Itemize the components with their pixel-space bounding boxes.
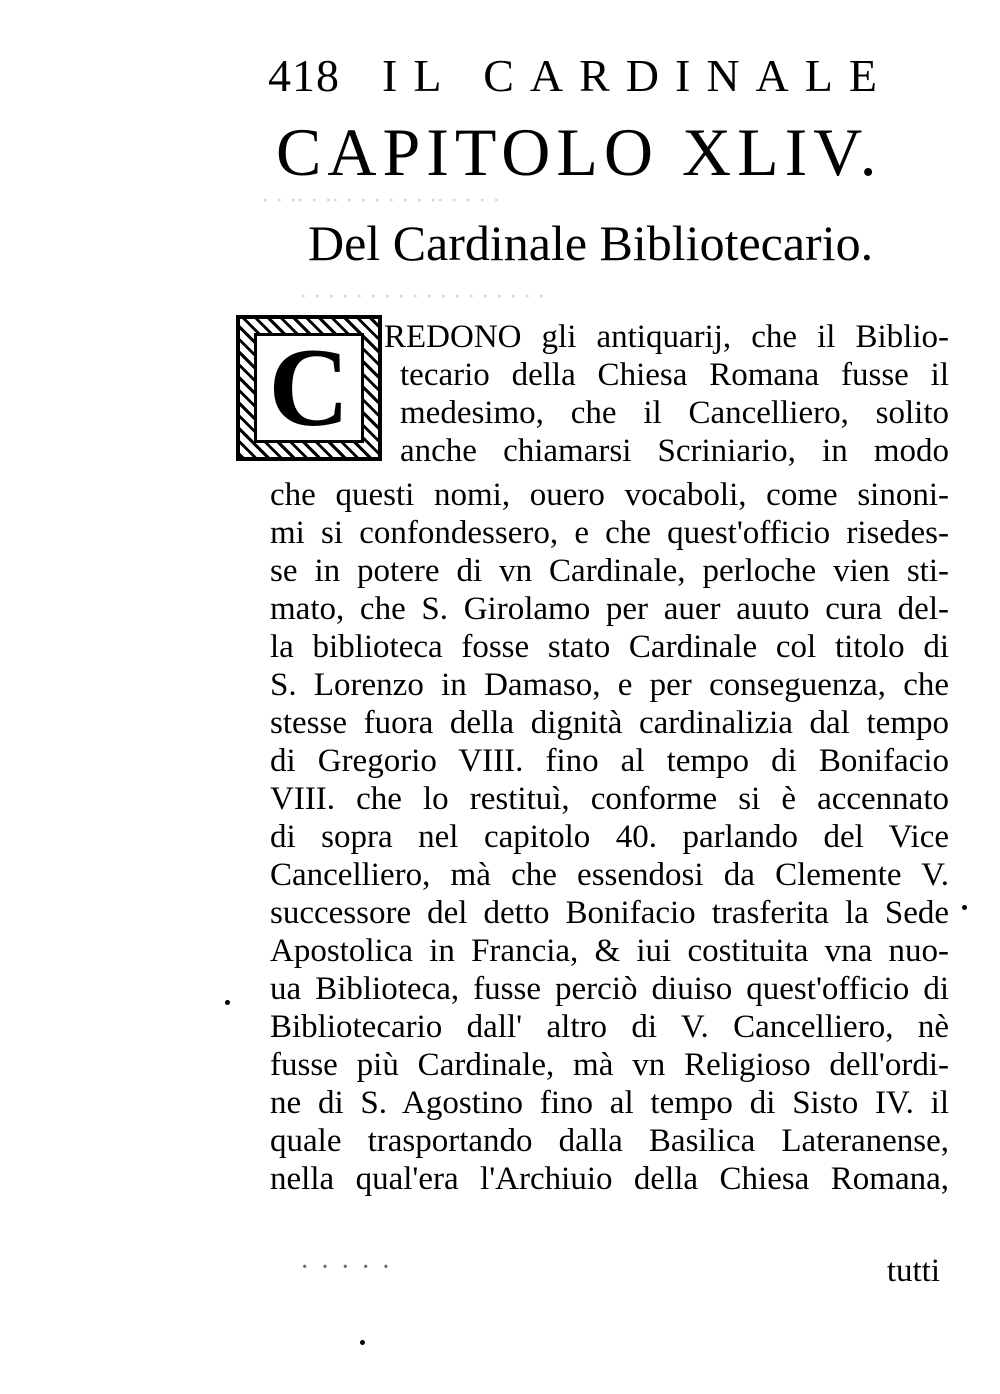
body-line: Apostolica in Francia, & iui costituita vna nuo-	[270, 933, 949, 969]
body-line: di Gregorio VIII. fino al tempo di Bonifacio	[270, 743, 949, 779]
body-line: di sopra nel capitolo 40. parlando del Vice	[270, 819, 949, 855]
running-head	[268, 48, 893, 104]
show-through-ghost-text: · · · · · · · · · · · · · · · · · ·	[300, 284, 545, 310]
body-text	[270, 318, 950, 1298]
body-line: anche chiamarsi Scriniario, in modo	[400, 433, 949, 469]
smudge-marks: · · · · ·	[300, 1252, 393, 1283]
ink-speck	[962, 905, 967, 910]
body-line: che questi nomi, ouero vocaboli, come sinoni-	[270, 477, 949, 513]
body-line: fusse più Cardinale, mà vn Religioso dell'ordi-	[270, 1047, 949, 1083]
body-line: se in potere di vn Cardinale, perloche vien sti-	[270, 553, 949, 589]
body-line: stesse fuora della dignità cardinalizia dal tempo	[270, 705, 949, 741]
drop-cap-letter: C	[268, 326, 350, 450]
body-line: la biblioteca fosse stato Cardinale col titolo di	[270, 629, 949, 665]
catchword-row	[270, 1252, 940, 1292]
body-line: ne di S. Agostino fino al tempo di Sisto IV. il	[270, 1085, 949, 1121]
body-line: successore del detto Bonifacio trasferita la Sede	[270, 895, 949, 931]
catchword: tutti	[886, 1253, 940, 1289]
show-through-ghost-text: · · ·· · ·· · · · · · · ·· · · · ·	[262, 188, 500, 214]
body-line: S. Lorenzo in Damaso, e per conseguenza, che	[270, 667, 949, 703]
chapter-title: Del Cardinale Bibliotecario.	[308, 215, 874, 271]
ink-speck	[360, 1340, 365, 1345]
body-line: ua Biblioteca, fusse perciò diuiso quest'officio di	[270, 971, 949, 1007]
body-line: medesimo, che il Cancelliero, solito	[400, 395, 949, 431]
ink-speck	[225, 1000, 230, 1005]
chapter-heading: CAPITOLO XLIV.	[276, 114, 883, 190]
page-number: 418	[268, 50, 340, 101]
body-line: mi si confondessero, e che quest'officio risedes-	[270, 515, 949, 551]
body-line: Bibliotecario dall' altro di V. Cancelliero, nè	[270, 1009, 949, 1045]
running-title: IL CARDINALE	[382, 50, 893, 101]
body-line: nella qual'era l'Archiuio della Chiesa Romana,	[270, 1161, 949, 1197]
body-line: VIII. che lo restituì, conforme si è accennato	[270, 781, 949, 817]
body-line: mato, che S. Girolamo per auer auuto cura del-	[270, 591, 949, 627]
body-line: tecario della Chiesa Romana fusse il	[400, 357, 949, 393]
body-line: REDONO gli antiquarij, che il Biblio-	[384, 319, 949, 355]
body-line: quale trasportando dalla Basilica Lateranense,	[270, 1123, 949, 1159]
body-line: Cancelliero, mà che essendosi da Clemente V.	[270, 857, 949, 893]
